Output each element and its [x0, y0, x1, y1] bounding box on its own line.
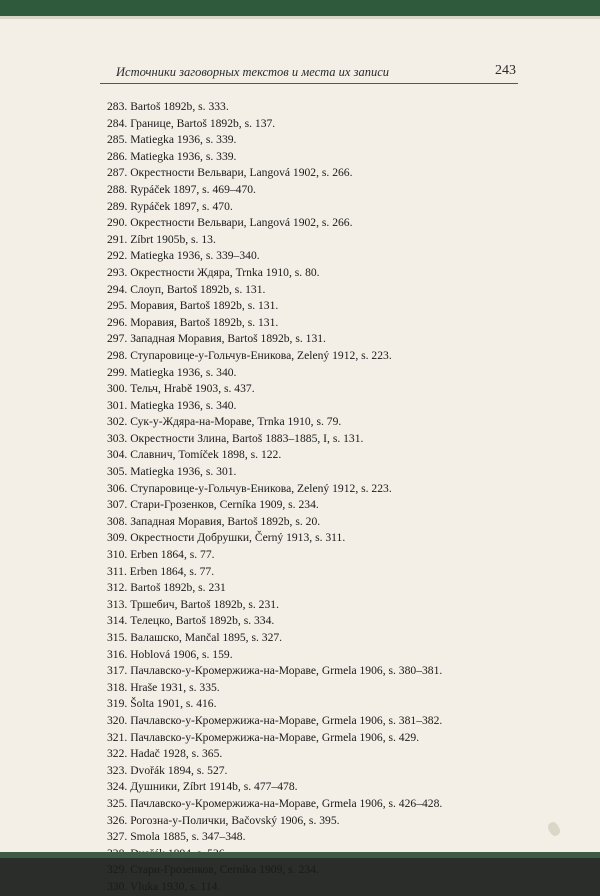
source-entry: 284. Границе, Bartoš 1892b, s. 137. — [107, 116, 276, 130]
source-entry: 313. Тршебич, Bartoš 1892b, s. 231. — [107, 597, 279, 611]
cover-edge-band-bottom — [0, 852, 600, 858]
source-entry: 319. Šolta 1901, s. 416. — [107, 697, 217, 711]
source-entry: 323. Dvořák 1894, s. 527. — [107, 763, 228, 777]
paper-stain — [546, 820, 562, 837]
source-entry: 295. Моравия, Bartoš 1892b, s. 131. — [107, 299, 279, 313]
source-entry: 325. Пачлавско-у-Кромержижа-на-Мораве, Grmela 1906, s. 426–428. — [107, 796, 443, 810]
source-entry: 312. Bartoš 1892b, s. 231 — [107, 581, 226, 595]
source-entry: 311. Erben 1864, s. 77. — [107, 564, 215, 578]
running-title: Источники заговорных текстов и места их записи — [116, 65, 390, 79]
source-entry: 310. Erben 1864, s. 77. — [107, 548, 215, 562]
source-entry: 314. Телецко, Bartoš 1892b, s. 334. — [107, 614, 275, 628]
source-entry: 321. Пачлавско-у-Кромержижа-на-Мораве, Grmela 1906, s. 429. — [107, 730, 420, 744]
cover-edge-band — [0, 0, 600, 16]
source-entry: 299. Matiegka 1936, s. 340. — [107, 365, 237, 379]
source-entry: 303. Окрестности Злина, Bartoš 1883–1885, I, s. 131. — [107, 431, 364, 445]
source-entry: 326. Рогозна-у-Полички, Bačovský 1906, s. 395. — [107, 813, 340, 827]
source-entry: 286. Matiegka 1936, s. 339. — [107, 149, 237, 163]
source-entry: 296. Моравия, Bartoš 1892b, s. 131. — [107, 315, 279, 329]
source-entry: 297. Западная Моравия, Bartoš 1892b, s. 131. — [107, 332, 326, 346]
source-entry: 318. Hraše 1931, s. 335. — [107, 680, 220, 694]
source-entry: 306. Ступаровице-у-Гольчув-Еникова, Zelený 1912, s. 223. — [107, 481, 392, 495]
source-entry: 289. Rypáček 1897, s. 470. — [107, 199, 233, 213]
source-entry: 291. Zíbrt 1905b, s. 13. — [107, 232, 216, 246]
source-entry: 294. Слоуп, Bartoš 1892b, s. 131. — [107, 282, 266, 296]
source-entry: 293. Окрестности Ждяра, Trnka 1910, s. 80. — [107, 265, 320, 279]
page-header — [100, 62, 518, 84]
source-entry: 285. Matiegka 1936, s. 339. — [107, 133, 237, 147]
source-list — [107, 99, 527, 896]
source-entry: 301. Matiegka 1936, s. 340. — [107, 398, 237, 412]
source-entry: 300. Тельч, Hrabě 1903, s. 437. — [107, 382, 255, 396]
source-entry: 320. Пачлавско-у-Кромержижа-на-Мораве, Grmela 1906, s. 381–382. — [107, 713, 443, 727]
source-entry: 324. Душники, Zíbrt 1914b, s. 477–478. — [107, 780, 298, 794]
source-entry: 308. Западная Моравия, Bartoš 1892b, s. 20. — [107, 514, 321, 528]
source-entry: 287. Окрестности Вельвари, Langová 1902, s. 266. — [107, 166, 353, 180]
source-entry: 315. Валашско, Mančal 1895, s. 327. — [107, 631, 283, 644]
source-entry: 317. Пачлавско-у-Кромержижа-на-Мораве, Grmela 1906, s. 380–381. — [107, 664, 443, 678]
page-number: 243 — [495, 63, 516, 78]
header-rule — [100, 83, 518, 84]
source-entry: 298. Ступаровице-у-Гольчув-Еникова, Zelený 1912, s. 223. — [107, 348, 392, 362]
source-entry: 329. Стари-Грозенков, Cerníka 1909, s. 234. — [107, 863, 319, 877]
source-entry: 330. Vluka 1930, s. 114. — [107, 879, 221, 893]
source-entry: 283. Bartoš 1892b, s. 333. — [107, 100, 229, 113]
source-entry: 290. Окрестности Вельвари, Langová 1902, s. 266. — [107, 216, 353, 230]
source-entry: 292. Matiegka 1936, s. 339–340. — [107, 249, 260, 263]
source-entry: 305. Matiegka 1936, s. 301. — [107, 465, 237, 479]
source-entry: 309. Окрестности Добрушки, Černý 1913, s. 311. — [107, 531, 346, 545]
source-entry: 302. Сук-у-Ждяра-на-Мораве, Trnka 1910, s. 79. — [107, 415, 342, 429]
source-entry: 322. Hadač 1928, s. 365. — [107, 747, 223, 761]
source-entry: 307. Стари-Грозенков, Cerníka 1909, s. 234. — [107, 498, 319, 512]
source-entry: 288. Rypáček 1897, s. 469–470. — [107, 182, 256, 196]
source-entry: 316. Hoblová 1906, s. 159. — [107, 647, 233, 661]
source-entry: 327. Smola 1885, s. 347–348. — [107, 830, 246, 844]
source-entry: 304. Славнич, Tomíček 1898, s. 122. — [107, 448, 282, 462]
